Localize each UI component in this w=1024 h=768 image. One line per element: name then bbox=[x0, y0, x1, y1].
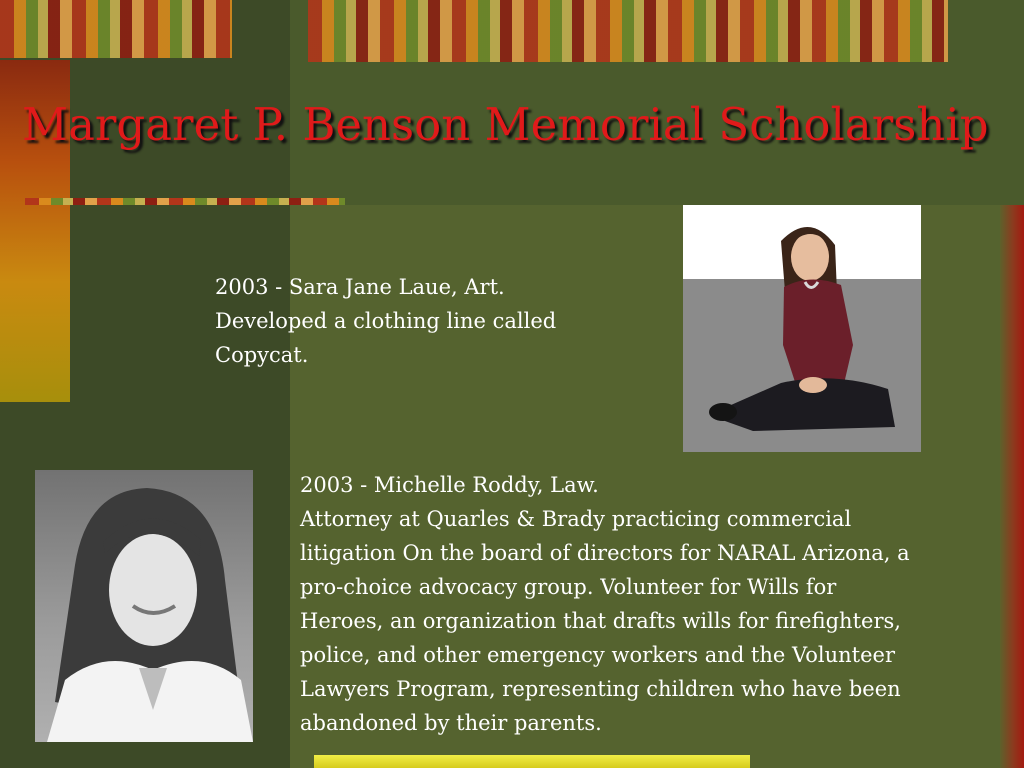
entry-michelle-roddy bbox=[300, 468, 990, 740]
michelle-roddy-photo bbox=[35, 470, 253, 742]
entry-line: 2003 - Sara Jane Laue, Art. bbox=[215, 275, 505, 299]
entry-line: Lawyers Program, representing children who have been bbox=[300, 677, 901, 701]
entry-line: abandoned by their parents. bbox=[300, 711, 602, 735]
entry-line: 2003 - Michelle Roddy, Law. bbox=[300, 473, 599, 497]
title-underline-strip bbox=[25, 198, 345, 205]
entry-line: Heroes, an organization that drafts wills for firefighters, bbox=[300, 609, 901, 633]
entry-line: pro-choice advocacy group. Volunteer for Wills for bbox=[300, 575, 837, 599]
entry-line: Copycat. bbox=[215, 343, 309, 367]
top-right-texture-strip bbox=[308, 0, 948, 62]
entry-line: Attorney at Quarles & Brady practicing commercial bbox=[300, 507, 852, 531]
entry-line: police, and other emergency workers and the Volunteer bbox=[300, 643, 895, 667]
bottom-accent-bar bbox=[314, 755, 750, 768]
entry-line: litigation On the board of directors for NARAL Arizona, a bbox=[300, 541, 910, 565]
top-left-texture-strip bbox=[0, 0, 232, 58]
entry-line: Developed a clothing line called bbox=[215, 309, 557, 333]
sara-jane-laue-photo bbox=[683, 205, 921, 452]
entry-sara-jane-laue bbox=[215, 270, 635, 372]
slide-title: Margaret P. Benson Memorial Scholarship bbox=[22, 98, 989, 151]
right-edge-gradient bbox=[1000, 205, 1024, 768]
